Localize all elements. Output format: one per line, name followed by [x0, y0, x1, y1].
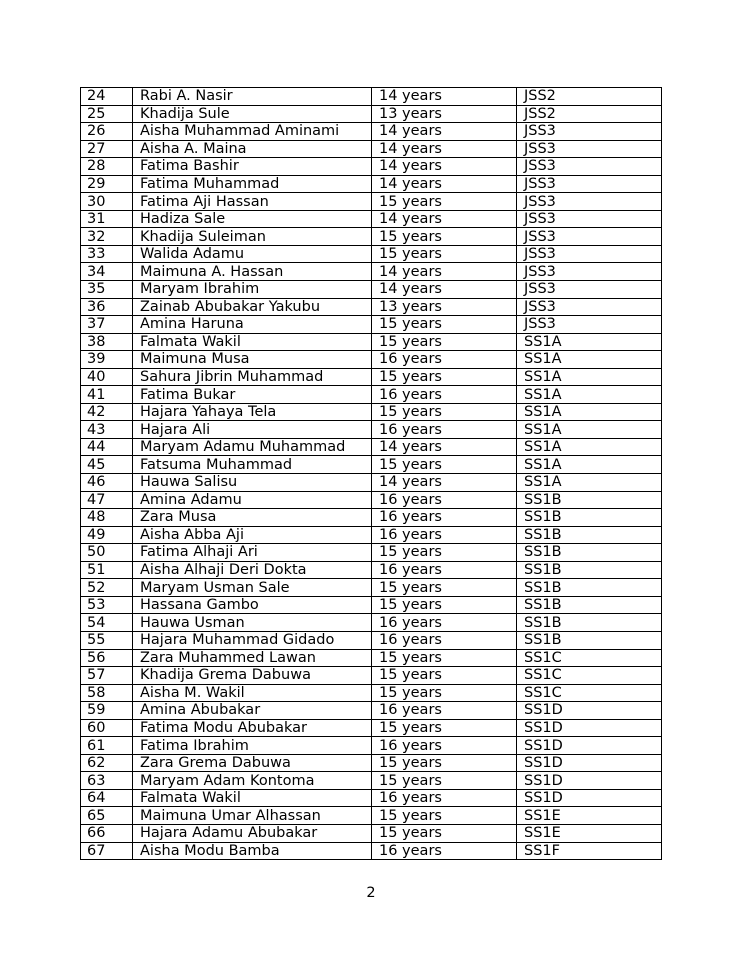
row-number-cell: 39: [81, 351, 133, 369]
student-name-cell: Hauwa Usman: [133, 614, 372, 632]
student-name-cell: Hajara Ali: [133, 421, 372, 439]
roster-table-body: [81, 88, 662, 860]
table-row: [81, 526, 662, 544]
row-number-cell: 48: [81, 509, 133, 527]
class-cell: JSS3: [517, 193, 662, 211]
student-name-cell: Zara Grema Dabuwa: [133, 754, 372, 772]
class-cell: SS1C: [517, 649, 662, 667]
class-cell: JSS3: [517, 316, 662, 334]
table-row: [81, 456, 662, 474]
class-cell: SS1F: [517, 842, 662, 860]
row-number-cell: 32: [81, 228, 133, 246]
student-name-cell: Amina Abubakar: [133, 702, 372, 720]
age-cell: 15 years: [372, 456, 517, 474]
student-name-cell: Maryam Adamu Muhammad: [133, 438, 372, 456]
table-row: [81, 684, 662, 702]
row-number-cell: 31: [81, 210, 133, 228]
class-cell: SS1B: [517, 561, 662, 579]
table-row: [81, 561, 662, 579]
row-number-cell: 36: [81, 298, 133, 316]
table-row: [81, 88, 662, 106]
student-name-cell: Amina Haruna: [133, 316, 372, 334]
class-cell: SS1D: [517, 789, 662, 807]
class-cell: SS1A: [517, 368, 662, 386]
table-row: [81, 245, 662, 263]
age-cell: 15 years: [372, 333, 517, 351]
student-name-cell: Aisha Modu Bamba: [133, 842, 372, 860]
class-cell: SS1B: [517, 631, 662, 649]
class-cell: JSS2: [517, 88, 662, 106]
student-name-cell: Maryam Ibrahim: [133, 281, 372, 299]
student-name-cell: Aisha A. Maina: [133, 140, 372, 158]
class-cell: JSS3: [517, 158, 662, 176]
row-number-cell: 66: [81, 824, 133, 842]
class-cell: SS1B: [517, 614, 662, 632]
class-cell: SS1B: [517, 509, 662, 527]
table-row: [81, 544, 662, 562]
table-row: [81, 667, 662, 685]
age-cell: 14 years: [372, 438, 517, 456]
table-row: [81, 210, 662, 228]
row-number-cell: 30: [81, 193, 133, 211]
age-cell: 15 years: [372, 684, 517, 702]
row-number-cell: 49: [81, 526, 133, 544]
student-name-cell: Hadiza Sale: [133, 210, 372, 228]
age-cell: 15 years: [372, 316, 517, 334]
age-cell: 15 years: [372, 368, 517, 386]
student-name-cell: Hassana Gambo: [133, 596, 372, 614]
row-number-cell: 61: [81, 737, 133, 755]
table-row: [81, 175, 662, 193]
table-row: [81, 702, 662, 720]
table-row: [81, 474, 662, 492]
age-cell: 15 years: [372, 667, 517, 685]
class-cell: SS1B: [517, 491, 662, 509]
row-number-cell: 56: [81, 649, 133, 667]
table-row: [81, 754, 662, 772]
row-number-cell: 33: [81, 245, 133, 263]
class-cell: SS1A: [517, 438, 662, 456]
table-row: [81, 509, 662, 527]
class-cell: SS1D: [517, 754, 662, 772]
class-cell: SS1B: [517, 596, 662, 614]
row-number-cell: 29: [81, 175, 133, 193]
row-number-cell: 25: [81, 105, 133, 123]
student-name-cell: Fatsuma Muhammad: [133, 456, 372, 474]
table-row: [81, 824, 662, 842]
class-cell: SS1D: [517, 719, 662, 737]
age-cell: 15 years: [372, 596, 517, 614]
row-number-cell: 55: [81, 631, 133, 649]
class-cell: SS1C: [517, 684, 662, 702]
row-number-cell: 24: [81, 88, 133, 106]
student-name-cell: Maryam Adam Kontoma: [133, 772, 372, 790]
age-cell: 14 years: [372, 281, 517, 299]
age-cell: 14 years: [372, 140, 517, 158]
age-cell: 15 years: [372, 544, 517, 562]
table-row: [81, 421, 662, 439]
student-name-cell: Khadija Sule: [133, 105, 372, 123]
class-cell: SS1D: [517, 772, 662, 790]
row-number-cell: 50: [81, 544, 133, 562]
student-name-cell: Aisha M. Wakil: [133, 684, 372, 702]
class-cell: SS1E: [517, 824, 662, 842]
student-name-cell: Fatima Aji Hassan: [133, 193, 372, 211]
row-number-cell: 40: [81, 368, 133, 386]
class-cell: SS1C: [517, 667, 662, 685]
age-cell: 15 years: [372, 719, 517, 737]
student-name-cell: Hajara Adamu Abubakar: [133, 824, 372, 842]
class-cell: SS1A: [517, 351, 662, 369]
age-cell: 13 years: [372, 298, 517, 316]
age-cell: 16 years: [372, 789, 517, 807]
row-number-cell: 26: [81, 123, 133, 141]
row-number-cell: 58: [81, 684, 133, 702]
age-cell: 16 years: [372, 526, 517, 544]
student-name-cell: Fatima Bukar: [133, 386, 372, 404]
age-cell: 15 years: [372, 824, 517, 842]
class-cell: JSS3: [517, 123, 662, 141]
class-cell: JSS3: [517, 175, 662, 193]
student-name-cell: Aisha Abba Aji: [133, 526, 372, 544]
table-row: [81, 614, 662, 632]
row-number-cell: 63: [81, 772, 133, 790]
class-cell: JSS3: [517, 210, 662, 228]
class-cell: JSS3: [517, 245, 662, 263]
age-cell: 16 years: [372, 421, 517, 439]
table-row: [81, 789, 662, 807]
class-cell: SS1A: [517, 333, 662, 351]
page-number: 2: [366, 885, 376, 901]
age-cell: 16 years: [372, 614, 517, 632]
student-name-cell: Hajara Muhammad Gidado: [133, 631, 372, 649]
row-number-cell: 38: [81, 333, 133, 351]
table-row: [81, 772, 662, 790]
table-row: [81, 158, 662, 176]
class-cell: SS1D: [517, 737, 662, 755]
age-cell: 15 years: [372, 754, 517, 772]
table-row: [81, 351, 662, 369]
row-number-cell: 62: [81, 754, 133, 772]
student-name-cell: Maryam Usman Sale: [133, 579, 372, 597]
row-number-cell: 51: [81, 561, 133, 579]
table-row: [81, 579, 662, 597]
class-cell: SS1A: [517, 456, 662, 474]
row-number-cell: 34: [81, 263, 133, 281]
row-number-cell: 67: [81, 842, 133, 860]
age-cell: 16 years: [372, 631, 517, 649]
row-number-cell: 37: [81, 316, 133, 334]
table-row: [81, 649, 662, 667]
row-number-cell: 65: [81, 807, 133, 825]
row-number-cell: 64: [81, 789, 133, 807]
student-name-cell: Zara Musa: [133, 509, 372, 527]
age-cell: 16 years: [372, 561, 517, 579]
student-name-cell: Amina Adamu: [133, 491, 372, 509]
student-name-cell: Fatima Muhammad: [133, 175, 372, 193]
table-row: [81, 596, 662, 614]
row-number-cell: 45: [81, 456, 133, 474]
student-name-cell: Maimuna Umar Alhassan: [133, 807, 372, 825]
row-number-cell: 52: [81, 579, 133, 597]
age-cell: 16 years: [372, 386, 517, 404]
table-row: [81, 123, 662, 141]
table-row: [81, 719, 662, 737]
age-cell: 16 years: [372, 737, 517, 755]
student-name-cell: Zara Muhammed Lawan: [133, 649, 372, 667]
row-number-cell: 43: [81, 421, 133, 439]
table-row: [81, 263, 662, 281]
age-cell: 15 years: [372, 228, 517, 246]
row-number-cell: 57: [81, 667, 133, 685]
table-row: [81, 737, 662, 755]
row-number-cell: 59: [81, 702, 133, 720]
student-name-cell: Khadija Suleiman: [133, 228, 372, 246]
class-cell: SS1B: [517, 544, 662, 562]
age-cell: 13 years: [372, 105, 517, 123]
table-row: [81, 281, 662, 299]
class-cell: JSS3: [517, 281, 662, 299]
student-name-cell: Rabi A. Nasir: [133, 88, 372, 106]
row-number-cell: 47: [81, 491, 133, 509]
table-row: [81, 403, 662, 421]
student-name-cell: Maimuna A. Hassan: [133, 263, 372, 281]
student-name-cell: Fatima Ibrahim: [133, 737, 372, 755]
row-number-cell: 53: [81, 596, 133, 614]
table-row: [81, 316, 662, 334]
class-cell: SS1A: [517, 474, 662, 492]
table-row: [81, 228, 662, 246]
age-cell: 14 years: [372, 474, 517, 492]
row-number-cell: 41: [81, 386, 133, 404]
age-cell: 15 years: [372, 403, 517, 421]
class-cell: JSS3: [517, 228, 662, 246]
class-cell: JSS3: [517, 140, 662, 158]
age-cell: 16 years: [372, 702, 517, 720]
age-cell: 15 years: [372, 649, 517, 667]
age-cell: 14 years: [372, 263, 517, 281]
student-name-cell: Hauwa Salisu: [133, 474, 372, 492]
class-cell: SS1A: [517, 403, 662, 421]
class-cell: JSS3: [517, 263, 662, 281]
age-cell: 15 years: [372, 807, 517, 825]
row-number-cell: 44: [81, 438, 133, 456]
student-name-cell: Aisha Muhammad Aminami: [133, 123, 372, 141]
age-cell: 14 years: [372, 123, 517, 141]
age-cell: 15 years: [372, 245, 517, 263]
age-cell: 14 years: [372, 210, 517, 228]
age-cell: 14 years: [372, 175, 517, 193]
student-name-cell: Fatima Modu Abubakar: [133, 719, 372, 737]
age-cell: 16 years: [372, 351, 517, 369]
class-cell: SS1D: [517, 702, 662, 720]
age-cell: 16 years: [372, 491, 517, 509]
student-name-cell: Sahura Jibrin Muhammad: [133, 368, 372, 386]
row-number-cell: 54: [81, 614, 133, 632]
row-number-cell: 27: [81, 140, 133, 158]
student-name-cell: Khadija Grema Dabuwa: [133, 667, 372, 685]
class-cell: SS1A: [517, 386, 662, 404]
row-number-cell: 46: [81, 474, 133, 492]
class-cell: SS1B: [517, 579, 662, 597]
student-name-cell: Hajara Yahaya Tela: [133, 403, 372, 421]
class-cell: SS1E: [517, 807, 662, 825]
student-name-cell: Walida Adamu: [133, 245, 372, 263]
age-cell: 15 years: [372, 193, 517, 211]
student-name-cell: Aisha Alhaji Deri Dokta: [133, 561, 372, 579]
age-cell: 15 years: [372, 772, 517, 790]
student-name-cell: Falmata Wakil: [133, 333, 372, 351]
table-row: [81, 140, 662, 158]
class-cell: JSS3: [517, 298, 662, 316]
row-number-cell: 35: [81, 281, 133, 299]
table-row: [81, 438, 662, 456]
class-cell: SS1B: [517, 526, 662, 544]
table-row: [81, 842, 662, 860]
student-name-cell: Maimuna Musa: [133, 351, 372, 369]
student-name-cell: Falmata Wakil: [133, 789, 372, 807]
student-roster-table: [80, 87, 662, 860]
student-name-cell: Zainab Abubakar Yakubu: [133, 298, 372, 316]
class-cell: JSS2: [517, 105, 662, 123]
table-row: [81, 807, 662, 825]
row-number-cell: 42: [81, 403, 133, 421]
age-cell: 16 years: [372, 509, 517, 527]
table-row: [81, 193, 662, 211]
student-name-cell: Fatima Alhaji Ari: [133, 544, 372, 562]
age-cell: 15 years: [372, 579, 517, 597]
age-cell: 14 years: [372, 158, 517, 176]
age-cell: 14 years: [372, 88, 517, 106]
age-cell: 16 years: [372, 842, 517, 860]
table-row: [81, 631, 662, 649]
row-number-cell: 28: [81, 158, 133, 176]
table-row: [81, 105, 662, 123]
table-row: [81, 298, 662, 316]
table-row: [81, 386, 662, 404]
row-number-cell: 60: [81, 719, 133, 737]
table-row: [81, 491, 662, 509]
table-row: [81, 333, 662, 351]
class-cell: SS1A: [517, 421, 662, 439]
student-name-cell: Fatima Bashir: [133, 158, 372, 176]
table-row: [81, 368, 662, 386]
